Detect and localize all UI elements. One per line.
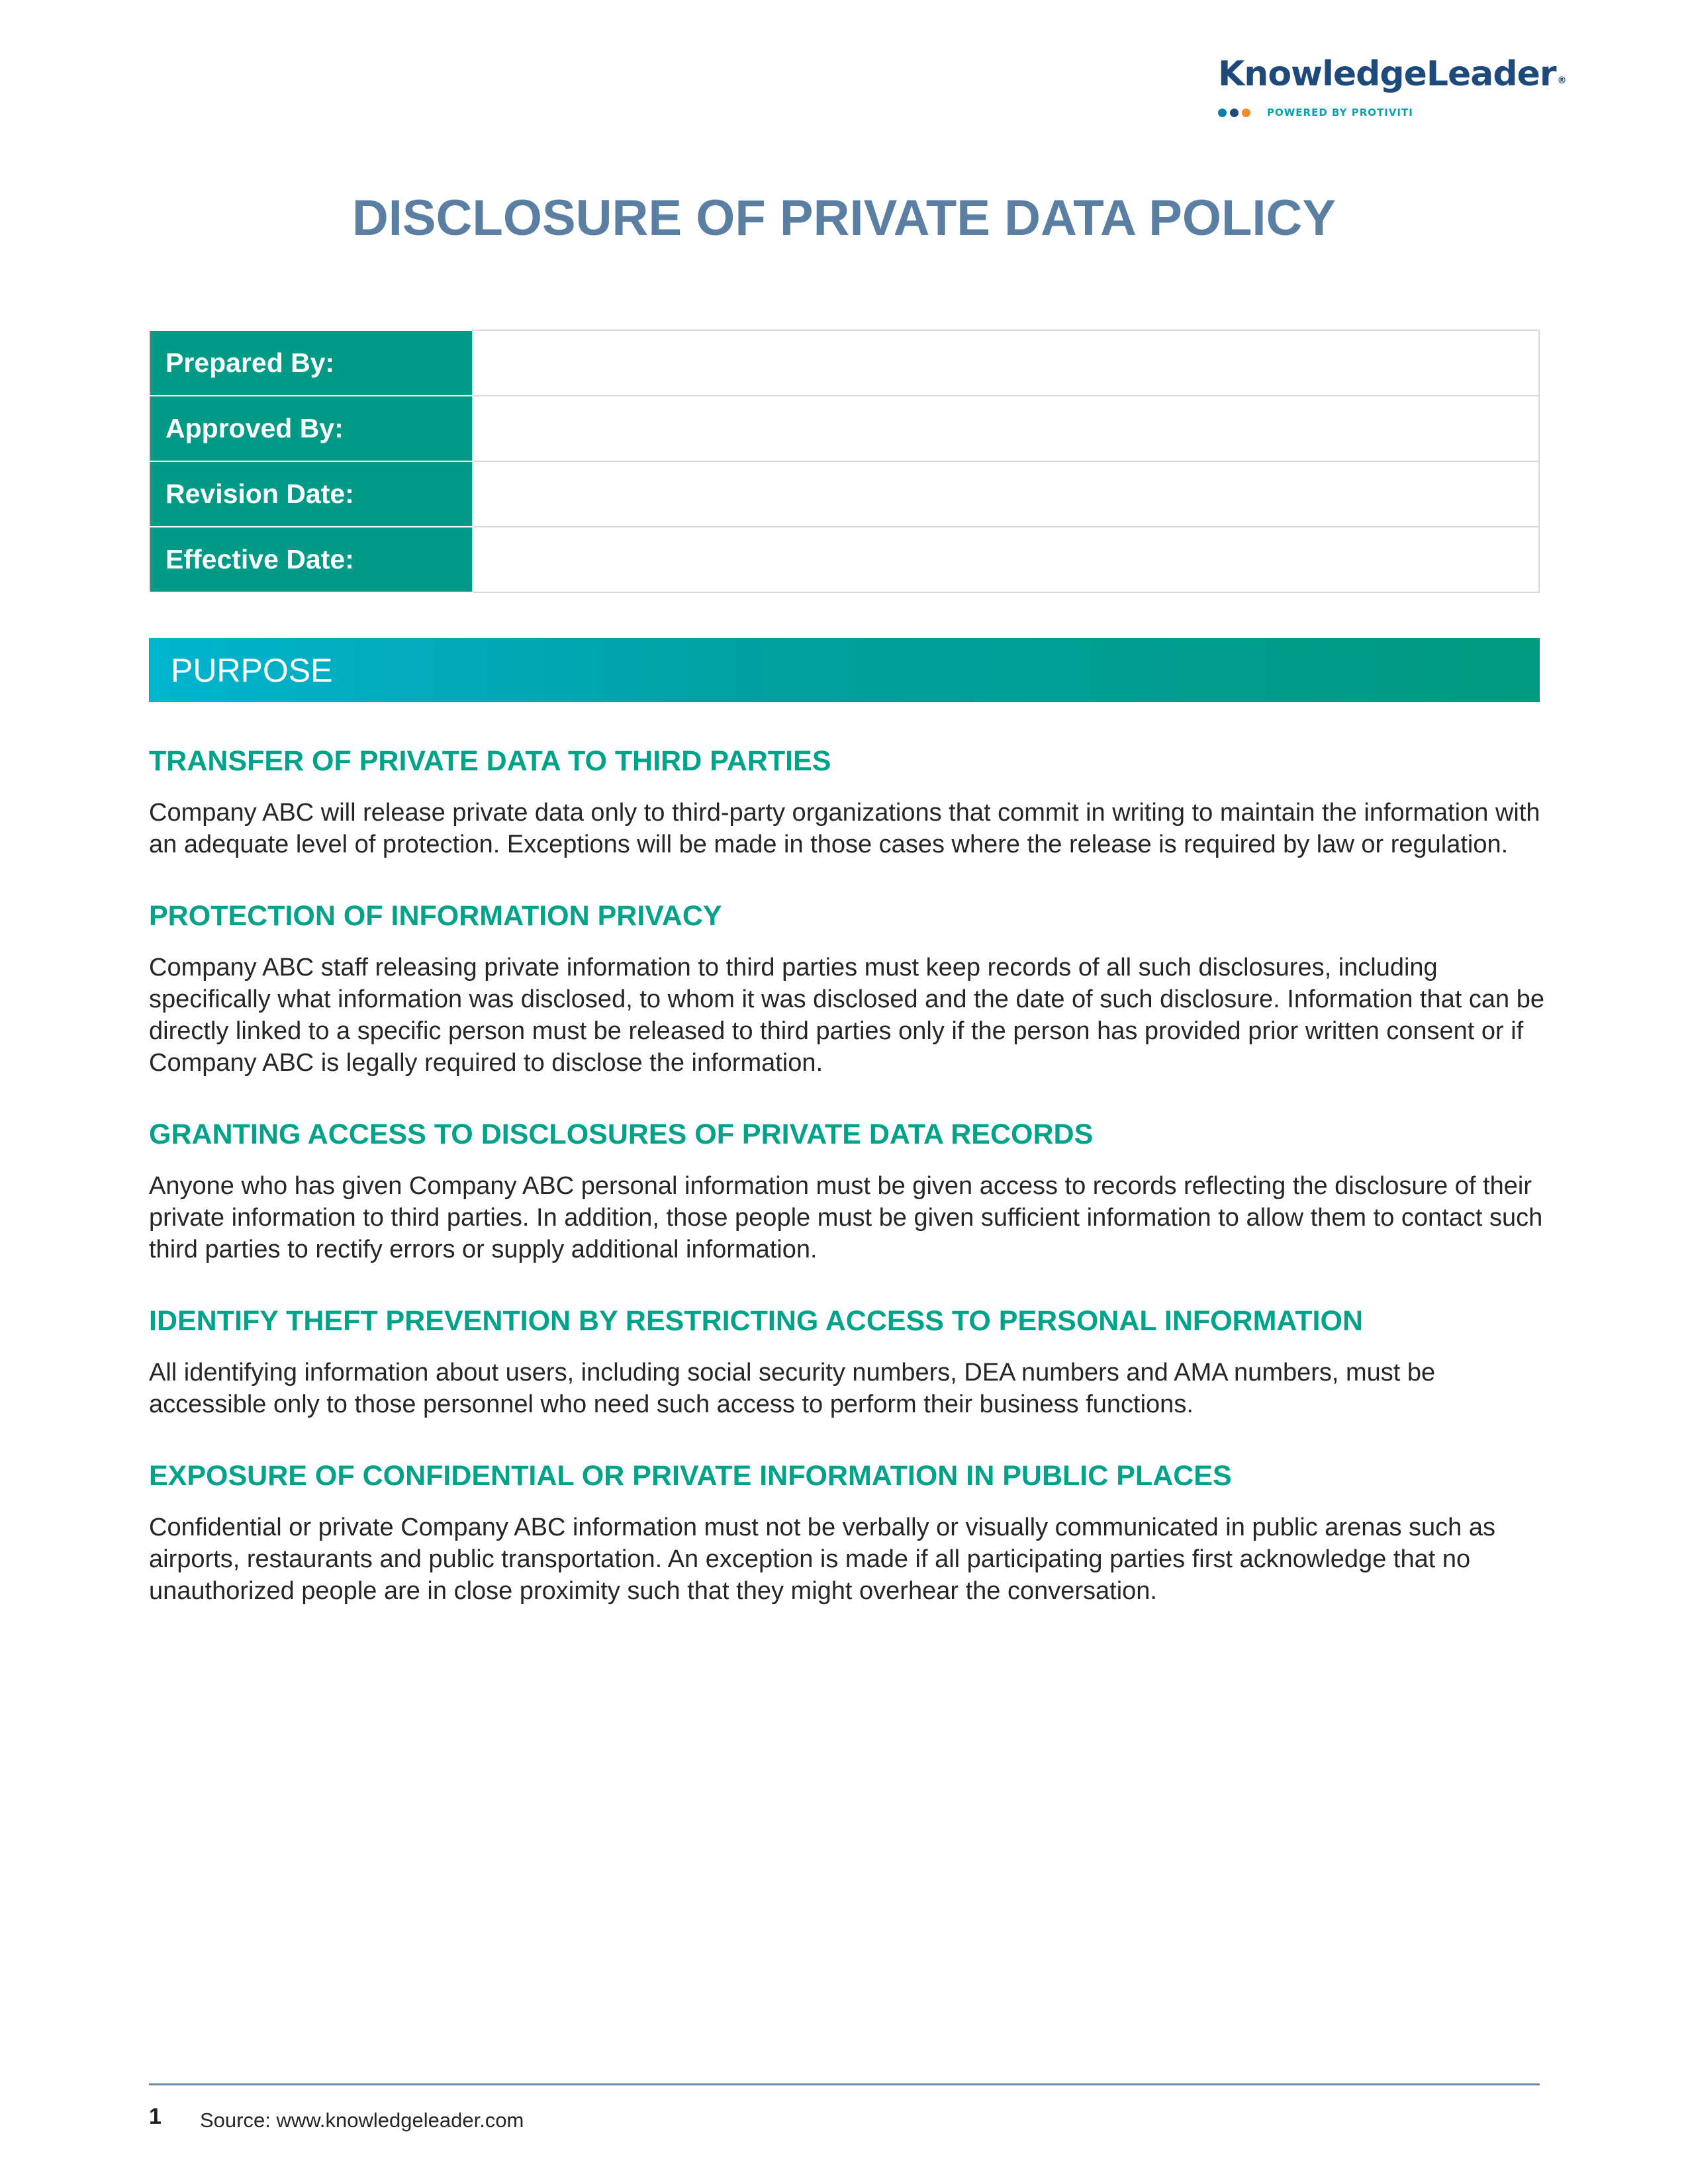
- document-info-table: [149, 330, 1540, 593]
- approved-by-label: Approved By:: [150, 396, 473, 461]
- section-body: Company ABC will release private data only to third-party organizations that commit in writing to maintain the information with an adequate level of protection. Exceptions will be made in those cases where the release is required by law or regulation.: [149, 799, 1540, 858]
- policy-sections: [149, 741, 1546, 1607]
- effective-date-value: [473, 527, 1539, 592]
- logo-word-text: KnowledgeLeader: [1218, 54, 1556, 94]
- logo-dot-icon: [1242, 109, 1250, 117]
- purpose-banner-text: PURPOSE: [171, 651, 333, 689]
- footer-divider: [149, 2083, 1540, 2085]
- table-row: [150, 330, 1539, 396]
- page-number: 1: [149, 2104, 162, 2129]
- section-heading: PROTECTION OF INFORMATION PRIVACY: [149, 900, 722, 932]
- logo-tagline: [1218, 106, 1549, 119]
- section-heading: GRANTING ACCESS TO DISCLOSURES OF PRIVATE DATA RECORDS: [149, 1118, 1094, 1150]
- revision-date-value: [473, 461, 1539, 527]
- section-transfer-of-private-data: [149, 741, 1546, 860]
- registered-mark: ®: [1557, 75, 1566, 86]
- section-exposure-in-public-places: [149, 1456, 1546, 1607]
- section-heading: EXPOSURE OF CONFIDENTIAL OR PRIVATE INFORMATION IN PUBLIC PLACES: [149, 1460, 1232, 1492]
- approved-by-value: [473, 396, 1539, 461]
- section-identity-theft-prevention: [149, 1301, 1546, 1420]
- revision-date-label: Revision Date:: [150, 461, 473, 527]
- section-body: Anyone who has given Company ABC personal information must be given access to records reflecting the disclosure of their private information to third parties. In addition, those people must be given sufficient information to allow them to contact such third parties to rectify errors or supply additional information.: [149, 1172, 1543, 1263]
- section-body: Company ABC staff releasing private information to third parties must keep records of all such disclosures, including specifically what information was disclosed, to whom it was disclosed and the date of such disclosure. Information that can be directly linked to a specific person must be released to third parties only if the person has provided prior written consent or if Company ABC is legally required to disclose the information.: [149, 954, 1544, 1077]
- document-title: DISCLOSURE OF PRIVATE DATA POLICY: [352, 190, 1336, 246]
- logo-wordmark: [1218, 54, 1566, 94]
- logo-dot-icon: [1218, 109, 1227, 117]
- section-protection-of-information-privacy: [149, 896, 1546, 1079]
- effective-date-label: Effective Date:: [150, 527, 473, 592]
- section-body: All identifying information about users, including social security numbers, DEA numbers and AMA numbers, must be accessible only to those personnel who need such access to perform their business functions.: [149, 1359, 1436, 1418]
- section-heading: TRANSFER OF PRIVATE DATA TO THIRD PARTIES: [149, 745, 831, 777]
- prepared-by-value: [473, 330, 1539, 396]
- prepared-by-label: Prepared By:: [150, 330, 473, 396]
- section-body: Confidential or private Company ABC information must not be verbally or visually communicated in public arenas such as airports, restaurants and public transportation. An exception is made if all participating parties first acknowledge that no unauthorized people are in close proximity such that they might overhear the conversation.: [149, 1514, 1495, 1605]
- knowledgeleader-logo: [1218, 54, 1566, 127]
- logo-dot-icon: [1230, 109, 1239, 117]
- footer-source: Source: www.knowledgeleader.com: [200, 2109, 524, 2132]
- table-row: [150, 396, 1539, 461]
- section-granting-access: [149, 1115, 1546, 1265]
- table-row: [150, 527, 1539, 592]
- logo-powered-by: POWERED BY PROTIVITI: [1267, 107, 1413, 118]
- table-row: [150, 461, 1539, 527]
- section-heading: IDENTIFY THEFT PREVENTION BY RESTRICTING ACCESS TO PERSONAL INFORMATION: [149, 1305, 1364, 1337]
- purpose-banner: [149, 638, 1540, 702]
